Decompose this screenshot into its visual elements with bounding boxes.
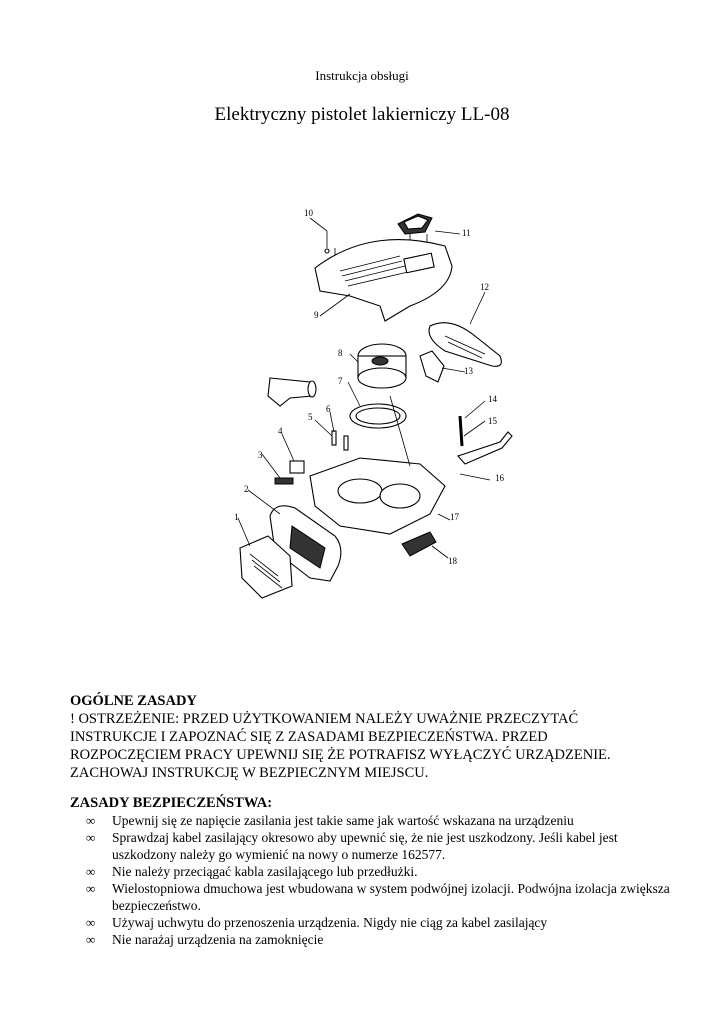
part-small-grille [402, 532, 436, 556]
list-item [70, 812, 670, 829]
callout-7: 7 [338, 376, 343, 386]
callout-12: 12 [480, 282, 489, 292]
safety-rules-heading: ZASADY BEZPIECZEŃSTWA: [70, 795, 273, 811]
warning-line: ZACHOWAJ INSTRUKCJĘ W BEZPIECZNYM MIEJSCU. [70, 765, 429, 781]
callout-10: 10 [304, 208, 313, 218]
part-motor [358, 344, 406, 388]
general-rules-section [70, 692, 670, 782]
safety-rules-section [70, 794, 670, 948]
bullet-infinity-icon: ∞ [86, 864, 96, 879]
list-item [70, 931, 670, 948]
list-item-text: Upewnij się ze napięcie zasilania jest takie same jak wartość wskazana na urządzeniu [112, 813, 574, 828]
part-top-cover [315, 240, 452, 321]
bullet-infinity-icon: ∞ [86, 932, 96, 947]
callout-3: 3 [258, 450, 263, 460]
callout-4: 4 [278, 426, 283, 436]
part-side-grille [429, 323, 501, 367]
list-item-text: Wielostopniowa dmuchowa jest wbudowana w system podwójnej izolacji. Podwójna izolacja zwiększa bezpieczeństwo. [112, 881, 670, 913]
part-handle-insert [398, 214, 432, 234]
part-seal-ring [350, 404, 406, 428]
list-item-text: Nie należy przeciągać kabla zasilającego lub przedłużki. [112, 864, 418, 879]
callout-16: 16 [495, 473, 504, 483]
part-switch [275, 461, 304, 484]
bullet-infinity-icon: ∞ [86, 881, 96, 896]
list-item [70, 863, 670, 880]
callout-17: 17 [450, 512, 459, 522]
warning-line: INSTRUKCJE I ZAPOZNAĆ SIĘ Z ZASADAMI BEZPIECZEŃSTWA. PRZED [70, 729, 548, 745]
bullet-infinity-icon: ∞ [86, 830, 96, 845]
warning-line: ! OSTRZEŻENIE: PRZED UŻYTKOWANIEM NALEŻY UWAŻNIE PRZECZYTAĆ [70, 711, 579, 727]
part-pins [332, 431, 348, 450]
bullet-infinity-icon: ∞ [86, 813, 96, 828]
callout-18: 18 [448, 556, 457, 566]
list-item [70, 829, 670, 863]
list-item-text: Nie narażaj urządzenia na zamoknięcie [112, 932, 324, 947]
callout-9: 9 [314, 310, 319, 320]
callout-14: 14 [488, 394, 497, 404]
list-item [70, 880, 670, 914]
document-title: Elektryczny pistolet lakierniczy LL-08 [214, 104, 510, 125]
safety-rules-list [70, 812, 670, 948]
list-item [70, 914, 670, 931]
bullet-infinity-icon: ∞ [86, 915, 96, 930]
part-clip-bracket [420, 351, 444, 382]
document-header: Instrukcja obsługi [315, 68, 409, 83]
part-right-rods [458, 416, 512, 464]
callout-5: 5 [308, 412, 313, 422]
callout-1: 1 [234, 512, 239, 522]
exploded-parts-diagram [220, 196, 530, 606]
list-item-text: Używaj uchwytu do przenoszenia urządzenia. Nigdy nie ciąg za kabel zasilający [112, 915, 548, 930]
warning-line: ROZPOCZĘCIEM PRACY UPEWNIJ SIĘ ŻE POTRAFISZ WYŁĄCZYĆ URZĄDZENIE. [70, 747, 611, 763]
callout-8: 8 [338, 348, 343, 358]
part-elbow [268, 378, 316, 406]
callout-2: 2 [244, 484, 249, 494]
callout-11: 11 [462, 228, 471, 238]
list-item-text: Sprawdzaj kabel zasilający okresowo aby upewnić się, że nie jest uszkodzony. Jeśli kabel jest uszkodzony należy go wymienić na nowy o numerze 162577. [112, 830, 618, 862]
callout-6: 6 [326, 404, 331, 414]
callout-15: 15 [488, 416, 497, 426]
general-rules-heading: OGÓLNE ZASADY [70, 693, 197, 709]
callout-13: 13 [464, 366, 473, 376]
exploded-diagram-svg [220, 196, 530, 606]
